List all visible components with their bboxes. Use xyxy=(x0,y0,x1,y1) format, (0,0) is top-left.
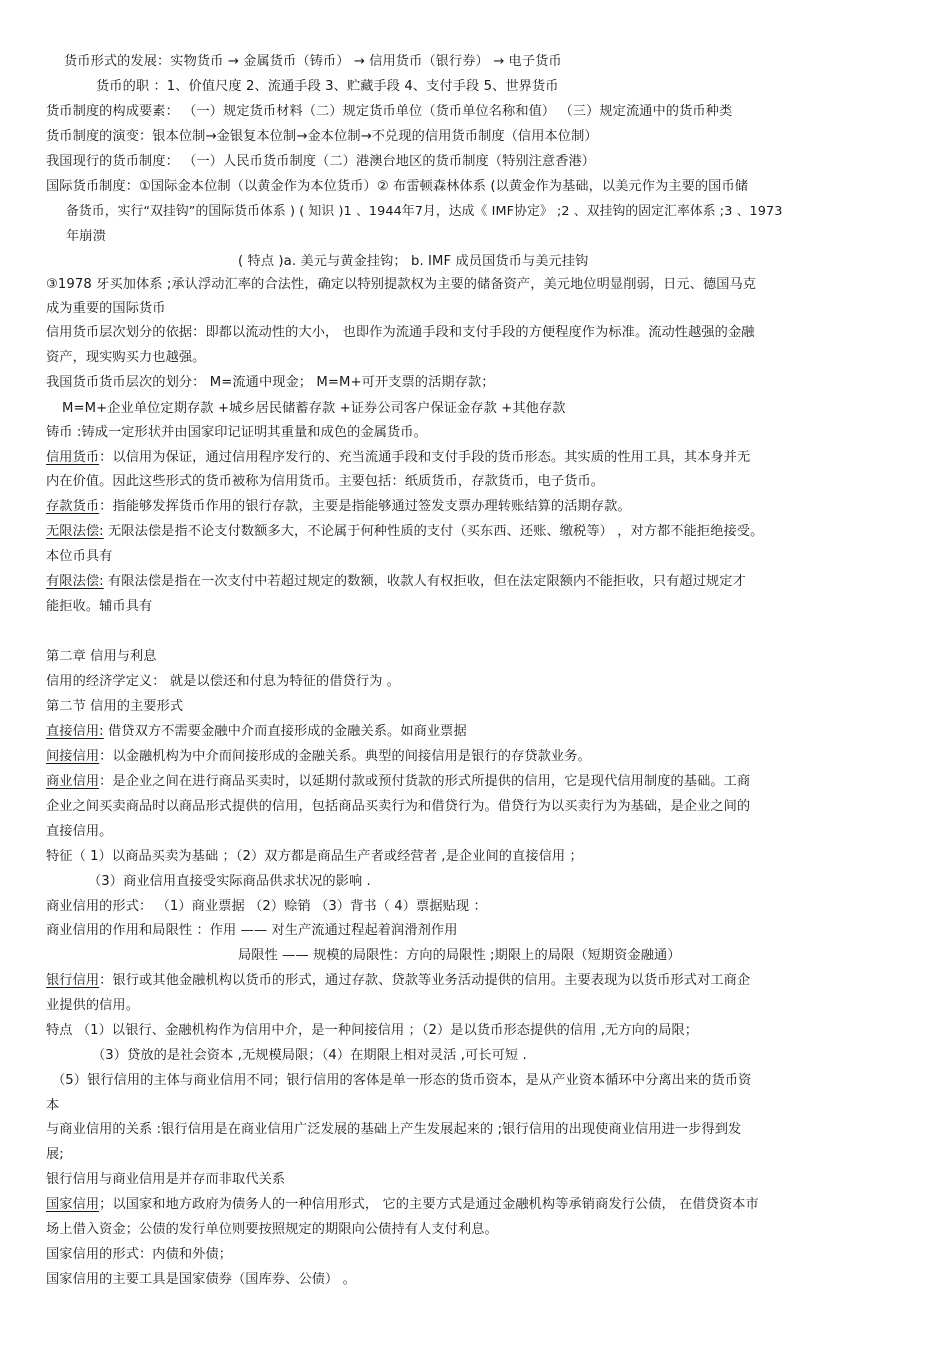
text-line: 直接信用: 借贷双方不需要金融中介而直接形成的金融关系。如商业票据 xyxy=(46,724,467,739)
term-label: 间接信用 xyxy=(46,749,100,764)
term-label: 银行信用 xyxy=(46,973,100,988)
text-line: 货币制度的构成要素： （一）规定货币材料（二）规定货币单位（货币单位名称和值） （三）规定流通中的货币种类 xyxy=(46,104,733,119)
text-line: （3）商业信用直接受实际商品供求状况的影响 . xyxy=(88,874,371,889)
text-line: 我国货币货币层次的划分： M=流通中现金； M=M+可开支票的活期存款； xyxy=(46,375,495,390)
text-line: 备货币，实行“双挂钩”的国际货币体系 ) ( 知识 )1 、1944年7月，达成《 IMF协定》 ;2 、双挂钩的固定汇率体系 ;3 、1973 xyxy=(66,204,783,219)
term-label: 商业信用 xyxy=(46,774,100,789)
text-line: 货币形式的发展：实物货币 → 金属货币（铸币） → 信用货币（银行券） → 电子货币 xyxy=(64,54,562,69)
text-line: 国家信用；以国家和地方政府为债务人的一种信用形式， 它的主要方式是通过金融机构等承销商发行公债， 在借贷资本市 xyxy=(46,1197,759,1212)
text-line: 信用货币层次划分的依据：即都以流动性的大小， 也即作为流通手段和支付手段的方便程度作为标准。流动性越强的金融 xyxy=(46,325,755,340)
text-line: 商业信用的形式： （1）商业票据 （2）赊销 （3）背书（ 4）票据贴现 ： xyxy=(46,899,487,914)
text-line: ③1978 牙买加体系 ;承认浮动汇率的合法性，确定以特别提款权为主要的储备资产，美元地位明显削弱，日元、德国马克 xyxy=(46,277,757,292)
text-line: 我国现行的货币制度： （一）人民币货币制度（二）港澳台地区的货币制度（特别注意香港） xyxy=(46,154,596,169)
term-label: 直接信用: xyxy=(46,724,104,739)
text-line: 银行信用：银行或其他金融机构以货币的形式，通过存款、贷款等业务活动提供的信用。主要表现为以货币形式对工商企 xyxy=(46,973,751,988)
term-label: 无限法偿: xyxy=(46,524,104,539)
text-line: 局限性 —— 规模的局限性：方向的局限性 ;期限上的局限（短期资金融通） xyxy=(238,948,681,963)
term-label: 信用货币 xyxy=(46,450,100,465)
text-line: 铸币 :铸成一定形状并由国家印记证明其重量和成色的金属货币。 xyxy=(46,425,427,440)
text-line: 资产，现实购买力也越强。 xyxy=(46,350,206,365)
text-line: 能拒收。辅币具有 xyxy=(46,599,153,614)
text-line: 商业信用：是企业之间在进行商品买卖时，以延期付款或预付货款的形式所提供的信用，它是现代信用制度的基础。工商 xyxy=(46,774,751,789)
text-line: 信用的经济学定义： 就是以偿还和付息为特征的借贷行为 。 xyxy=(46,674,401,689)
text-line: 银行信用与商业信用是并存而非取代关系 xyxy=(46,1172,286,1187)
text-line: 货币制度的演变：银本位制→金银复本位制→金本位制→不兑现的信用货币制度（信用本位制） xyxy=(46,129,598,144)
text-line: 存款货币：指能够发挥货币作用的银行存款，主要是指能够通过签发支票办理转账结算的活期存款。 xyxy=(46,499,631,514)
text-line: 内在价值。因此这些形式的货币被称为信用货币。主要包括：纸质货币，存款货币，电子货币。 xyxy=(46,474,605,489)
text-line: ( 特点 )a. 美元与黄金挂钩； b. IMF 成员国货币与美元挂钩 xyxy=(238,254,589,269)
text-line: 有限法偿: 有限法偿是指在一次支付中若超过规定的数额，收款人有权拒收，但在法定限额内不能拒收，只有超过规定才 xyxy=(46,574,746,589)
text-line: 国际货币制度：①国际金本位制（以黄金作为本位货币）② 布雷顿森林体系 (以黄金作为基础，以美元作为主要的国币储 xyxy=(46,179,749,194)
text-line: （3）贷放的是社会资本 ,无规模局限；（4）在期限上相对灵活 ,可长可短 . xyxy=(92,1048,527,1063)
chapter-heading: 第二章 信用与利息 xyxy=(46,649,157,664)
text-line: 与商业信用的关系 :银行信用是在商业信用广泛发展的基础上产生发展起来的 ;银行信用的出现使商业信用进一步得到发 xyxy=(46,1122,742,1137)
text-line: 无限法偿: 无限法偿是指不论支付数额多大，不论属于何种性质的支付（买东西、还账、缴税等） ，对方都不能拒绝接受。 xyxy=(46,524,764,539)
text-line: 业提供的信用。 xyxy=(46,998,140,1013)
text-line: 特征（ 1）以商品买卖为基础 ；（2）双方都是商品生产者或经营者 ,是企业间的直接信用 ； xyxy=(46,849,583,864)
term-label: 存款货币 xyxy=(46,499,100,514)
text-line: 展; xyxy=(46,1147,64,1162)
text-line: 直接信用。 xyxy=(46,824,113,839)
text-line: 间接信用：以金融机构为中介而间接形成的金融关系。典型的间接信用是银行的存贷款业务。 xyxy=(46,749,591,764)
text-line: 本位币具有 xyxy=(46,549,113,564)
text-line: 信用货币：以信用为保证，通过信用程序发行的、充当流通手段和支付手段的货币形态。其实质的性用工具，其本身并无 xyxy=(46,450,751,465)
section-heading: 第二节 信用的主要形式 xyxy=(46,699,184,714)
text-line: 商业信用的作用和局限性 ：作用 —— 对生产流通过程起着润滑剂作用 xyxy=(46,923,458,938)
text-line: 年崩溃 xyxy=(66,229,106,244)
text-line: 特点 （1）以银行、金融机构作为信用中介，是一种间接信用 ；（2）是以货币形态提供的信用 ,无方向的局限； xyxy=(46,1023,699,1038)
text-line: M=M+企业单位定期存款 +城乡居民储蓄存款 +证券公司客户保证金存款 +其他存款 xyxy=(62,401,566,416)
text-line: 本 xyxy=(46,1098,60,1113)
text-line: （5）银行信用的主体与商业信用不同；银行信用的客体是单一形态的货币资本，是从产业资本循环中分离出来的货币资 xyxy=(52,1073,752,1088)
text-line: 国家信用的主要工具是国家债券（国库券、公债） 。 xyxy=(46,1272,356,1287)
text-line: 成为重要的国际货币 xyxy=(46,301,166,316)
text-line: 货币的职 ：1、价值尺度 2、流通手段 3、贮藏手段 4、支付手段 5、世界货币 xyxy=(96,79,559,94)
text-line: 场上借入资金；公债的发行单位则要按照规定的期限向公债持有人支付利息。 xyxy=(46,1222,498,1237)
text-line: 国家信用的形式：内债和外债； xyxy=(46,1247,233,1262)
term-label: 有限法偿: xyxy=(46,574,104,589)
text-line: 企业之间买卖商品时以商品形式提供的信用，包括商品买卖行为和借贷行为。借贷行为以买卖行为为基础，是企业之间的 xyxy=(46,799,751,814)
term-label: 国家信用 xyxy=(46,1197,100,1212)
